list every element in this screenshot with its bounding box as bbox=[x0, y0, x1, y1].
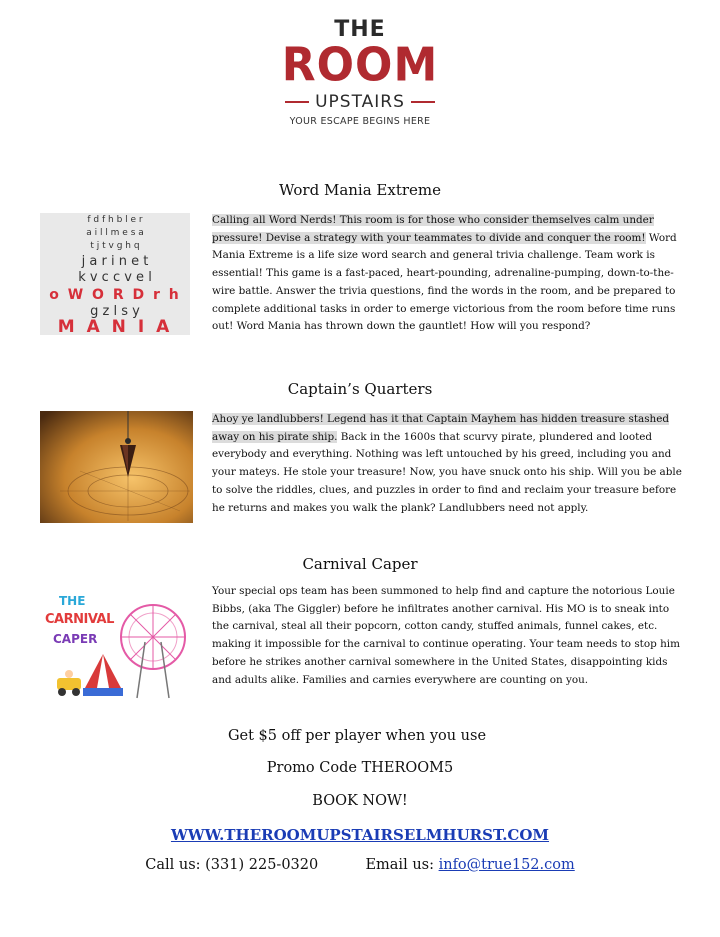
logo-upstairs: UPSTAIRS bbox=[315, 92, 405, 112]
website-row bbox=[0, 825, 720, 844]
book-now-label: BOOK NOW! bbox=[312, 793, 408, 809]
promo-code: Promo Code THEROOM5 bbox=[266, 760, 454, 776]
tile-row-mania: M A N I A bbox=[57, 317, 173, 335]
carnival-caper-image bbox=[45, 592, 190, 702]
room-title-word-mania: Word Mania Extreme bbox=[278, 181, 442, 199]
contact-row bbox=[0, 857, 720, 873]
tile-row: g z l s y bbox=[90, 304, 140, 319]
logo-upstairs-row bbox=[270, 92, 450, 112]
captains-quarters-image bbox=[40, 411, 193, 523]
room-description-carnival-caper bbox=[212, 583, 686, 689]
email-label: Email us: bbox=[365, 857, 434, 873]
circus-tent-icon bbox=[83, 654, 123, 696]
room-description-word-mania bbox=[212, 212, 686, 336]
tile-row: a i l l m e s a bbox=[86, 228, 144, 238]
logo bbox=[270, 18, 450, 130]
logo-the: THE bbox=[334, 17, 386, 42]
logo-rule-right bbox=[411, 101, 435, 103]
logo-rule-left bbox=[285, 101, 309, 103]
carnival-image-the: THE bbox=[59, 594, 86, 608]
ferris-wheel-icon bbox=[121, 605, 185, 698]
room-title-captains-quarters: Captain’s Quarters bbox=[287, 380, 433, 398]
tile-row: j a r i n e t bbox=[81, 254, 149, 269]
carnival-image-carnival: CARNIVAL bbox=[45, 612, 114, 627]
carnival-image-caper: CAPER bbox=[53, 632, 98, 646]
promo-offer: Get $5 off per player when you use bbox=[227, 728, 487, 744]
tile-row: k v c c v e l bbox=[78, 270, 152, 285]
room-title-carnival-caper: Carnival Caper bbox=[302, 555, 418, 573]
email-link[interactable]: info@true152.com bbox=[438, 857, 575, 873]
tile-row: t j t v g h q bbox=[90, 241, 140, 251]
room-description-highlight: Ahoy ye landlubbers! Legend has it that Captain Mayhem has hidden treasure stashed away on his pirate ship. bbox=[212, 413, 670, 443]
room-description-body: Back in the 1600s that scurvy pirate, plundered and looted everybody and everything. Nothing was left untouched by his greed, including you and your mateys. He stole your treasure! Now, you have snuck onto his ship. Will you be able to solve the riddles, clues, and puzzles in order to find and reclaim your treasure before he returns and makes you walk the plank? Landlubbers need not apply. bbox=[212, 430, 682, 514]
room-description-captains-quarters bbox=[212, 411, 686, 517]
pendulum-map-image bbox=[40, 411, 193, 523]
tile-row: f d f h b l e r bbox=[87, 215, 143, 225]
room-description-body: Your special ops team has been summoned to help find and capture the notorious Louie Bibbs, (aka The Giggler) before he infiltrates another carnival. His MO is to sneak into the carnival, steal all their popcorn, cotton candy, stuffed animals, funnel cakes, etc. making it impossible for the carnival to continue operating. Your team needs to stop him before he strikes another carnival somewhere in the United States, disappointing kids and adults alike. Families and carnies everywhere are counting on you. bbox=[212, 585, 680, 686]
phone-label: Call us: (331) 225-0320 bbox=[145, 857, 319, 873]
logo-tagline: YOUR ESCAPE BEGINS HERE bbox=[289, 116, 431, 127]
room-description-highlight: Calling all Word Nerds! This room is for those who consider themselves calm under pressure! Devise a strategy with your teammates to divide and conquer the room! bbox=[212, 214, 654, 244]
room-description-body: Word Mania Extreme is a life size word search and general trivia challenge. Team work is essential! This game is a fast-paced, heart-pounding, adrenaline-pumping, down-to-the-wire battle. Answer the trivia questions, find the words in the room, and be prepared to complete additional tasks in order to emerge victorious from the room before time runs out! Word Mania has thrown down the gauntlet! How will you respond? bbox=[212, 231, 677, 333]
word-mania-image bbox=[40, 213, 190, 335]
carnival-illustration bbox=[45, 592, 190, 702]
clown-car-icon bbox=[57, 670, 81, 696]
tile-row-word: o W O R D r h bbox=[49, 287, 181, 303]
letter-tiles-image bbox=[40, 213, 190, 335]
logo-room-text: ROOM bbox=[281, 38, 439, 93]
logo-room bbox=[270, 38, 450, 93]
website-link[interactable]: WWW.THEROOMUPSTAIRSELMHURST.COM bbox=[170, 826, 550, 844]
